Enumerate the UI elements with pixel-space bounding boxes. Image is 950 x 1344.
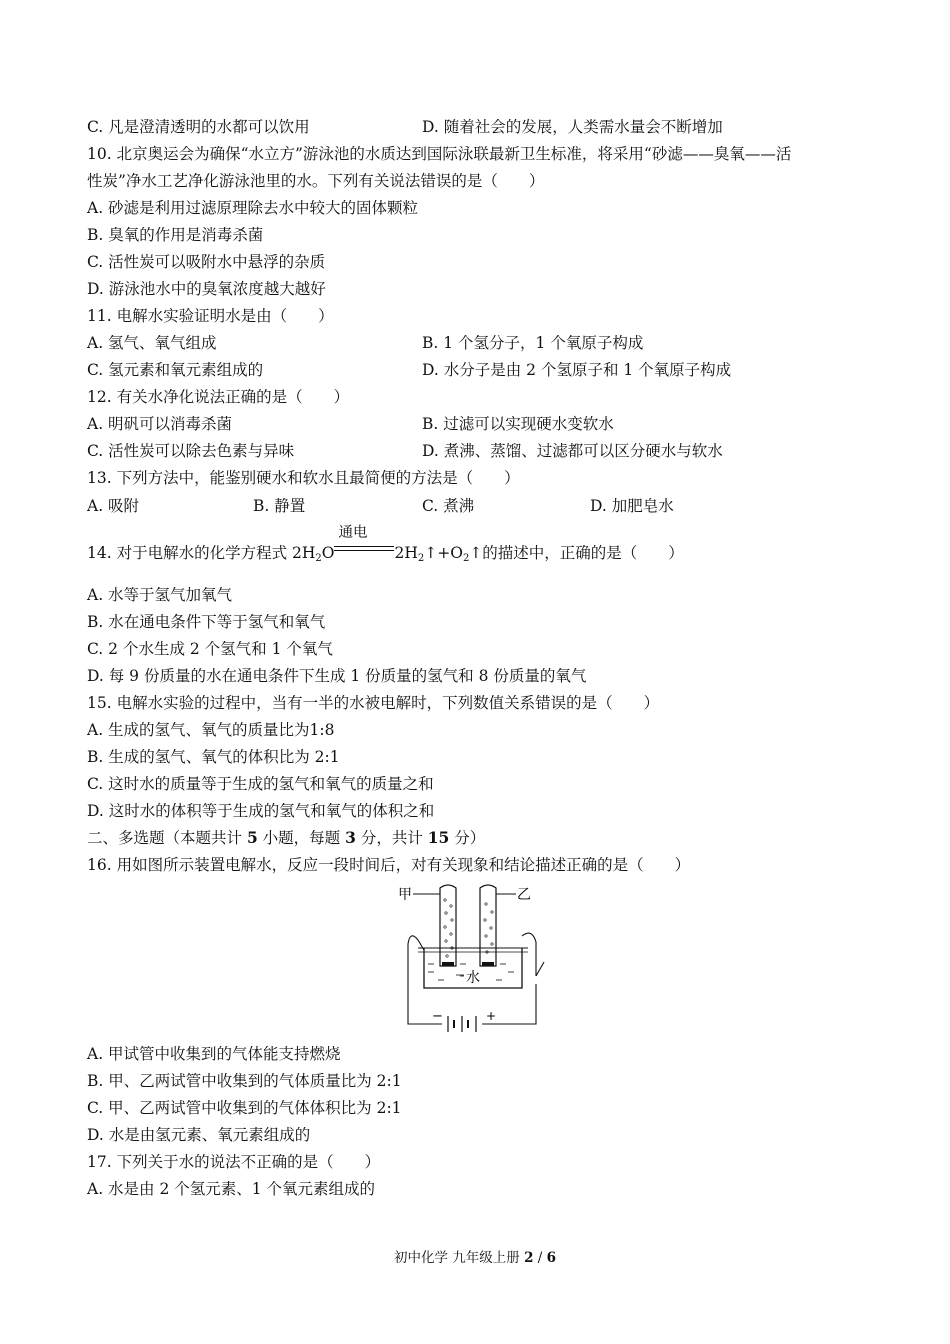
section-mid2: 分，共计 [355, 829, 428, 847]
q10-stem: 10. 北京奥运会为确保“水立方”游泳池的水质达到国际泳联最新卫生标准，将采用“砂滤——臭氧——活 [87, 145, 792, 163]
section-mid1: 小题，每题 [257, 829, 346, 847]
q12-stem: 12. 有关水净化说法正确的是（ ） [87, 388, 350, 406]
equation-condition: 通电 [338, 525, 368, 541]
q14-option-b: B. 水在通电条件下等于氢气和氧气 [87, 613, 326, 631]
q14-option-c: C. 2 个水生成 2 个氢气和 1 个氧气 [87, 640, 333, 658]
q14-stem [87, 525, 684, 564]
q14-product1: 2H [394, 544, 418, 562]
q12-option-d: D. 煮沸、蒸馏、过滤都可以区分硬水与软水 [422, 442, 723, 460]
electrolysis-apparatus-figure [398, 880, 550, 1032]
electrode-right [482, 962, 494, 966]
q15-option-d: D. 这时水的体积等于生成的氢气和氧气的体积之和 [87, 802, 435, 820]
q11-option-a: A. 氢气、氧气组成 [87, 334, 217, 352]
test-tube-right [480, 885, 496, 966]
q15-option-a: A. 生成的氢气、氧气的质量比为1:8 [87, 721, 335, 739]
section-suffix: 分） [449, 829, 486, 847]
minus-terminal: − [432, 1009, 443, 1024]
q17-stem: 17. 下列关于水的说法不正确的是（ ） [87, 1153, 381, 1171]
test-tube-left [440, 885, 456, 966]
q14-option-d: D. 每 9 份质量的水在通电条件下生成 1 份质量的氢气和 8 份质量的氧气 [87, 667, 587, 685]
q14-option-a: A. 水等于氢气加氧气 [87, 586, 233, 604]
q13-option-b: B. 静置 [253, 497, 306, 515]
q16-option-a: A. 甲试管中收集到的气体能支持燃烧 [87, 1045, 341, 1063]
q9-options-cd [87, 117, 723, 137]
q16-option-b: B. 甲、乙两试管中收集到的气体质量比为 2:1 [87, 1072, 402, 1090]
q10-option-b: B. 臭氧的作用是消毒杀菌 [87, 226, 264, 244]
plus-terminal: + [486, 1009, 497, 1023]
q13-option-a: A. 吸附 [87, 497, 140, 515]
q11-option-b: B. 1 个氢分子，1 个氧原子构成 [422, 334, 644, 352]
q14-arrow1: ↑+O [424, 544, 463, 562]
q15-option-c: C. 这时水的质量等于生成的氢气和氧气的质量之和 [87, 775, 434, 793]
q14-sub-2: 2 [315, 553, 322, 564]
section-heading [87, 828, 485, 848]
q16-option-d: D. 水是由氢元素、氧元素组成的 [87, 1126, 311, 1144]
electrode-left [442, 962, 454, 966]
q17-option-a: A. 水是由 2 个氢元素、1 个氧元素组成的 [87, 1180, 376, 1198]
q13-stem: 13. 下列方法中，能鉴别硬水和软水且最简便的方法是（ ） [87, 469, 520, 487]
q11-option-d: D. 水分子是由 2 个氢原子和 1 个氧原子构成 [422, 361, 732, 379]
q15-option-b: B. 生成的氢气、氧气的体积比为 2:1 [87, 748, 340, 766]
tube-label-jia: 甲 [398, 887, 412, 903]
q11-stem: 11. 电解水实验证明水是由（ ） [87, 307, 334, 325]
q12-option-c: C. 活性炭可以除去色素与异味 [87, 442, 295, 460]
q16-stem: 16. 用如图所示装置电解水，反应一段时间后，对有关现象和结论描述正确的是（ ） [87, 856, 691, 874]
water-label: 水 [466, 970, 480, 986]
q14-product1-sub: 2 [417, 553, 425, 564]
equation-arrow [334, 525, 394, 560]
section-n2: 3 [345, 828, 356, 847]
q14-suffix: ↑的描述中，正确的是（ ） [469, 544, 684, 562]
q10-option-d: D. 游泳池水中的臭氧浓度越大越好 [87, 280, 326, 298]
section-n3: 15 [427, 828, 450, 847]
section-prefix: 二、多选题（本题共计 [87, 829, 247, 847]
page-footer [0, 1246, 950, 1266]
q10-option-c: C. 活性炭可以吸附水中悬浮的杂质 [87, 253, 326, 271]
q12-option-a: A. 明矾可以消毒杀菌 [87, 415, 233, 433]
switch [536, 962, 544, 976]
q11-options-ab [87, 333, 644, 353]
footer-total: 6 [546, 1250, 557, 1266]
q14-product2-sub: 2 [462, 553, 470, 564]
q13-option-d: D. 加肥皂水 [590, 497, 674, 515]
q13-option-c: C. 煮沸 [422, 497, 475, 515]
q10-stem-cont: 性炭”净水工艺净化游泳池里的水。下列有关说法错误的是（ ） [87, 172, 545, 190]
q12-options-cd [87, 441, 723, 461]
q9-option-d: D. 随着社会的发展，人类需水量会不断增加 [422, 118, 723, 136]
footer-sep: / [533, 1250, 547, 1266]
footer-page: 2 [524, 1250, 534, 1266]
q11-options-cd [87, 360, 732, 380]
section-n1: 5 [246, 828, 258, 847]
q12-option-b: B. 过滤可以实现硬水变软水 [422, 415, 614, 433]
q11-option-c: C. 氢元素和氧元素组成的 [87, 361, 264, 379]
q16-option-c: C. 甲、乙两试管中收集到的气体体积比为 2:1 [87, 1099, 402, 1117]
q14-prefix: 14. 对于电解水的化学方程式 2H [87, 544, 316, 562]
q10-option-a: A. 砂滤是利用过滤原理除去水中较大的固体颗粒 [87, 199, 419, 217]
battery [448, 1016, 476, 1032]
footer-text: 初中化学 九年级上册 [393, 1250, 525, 1266]
q12-options-ab [87, 414, 614, 434]
q14-o: O [321, 544, 335, 562]
q15-stem: 15. 电解水实验的过程中，当有一半的水被电解时，下列数值关系错误的是（ ） [87, 694, 660, 712]
tube-label-yi: 乙 [517, 887, 531, 903]
q9-option-c: C. 凡是澄清透明的水都可以饮用 [87, 118, 310, 136]
q13-options [87, 496, 674, 516]
